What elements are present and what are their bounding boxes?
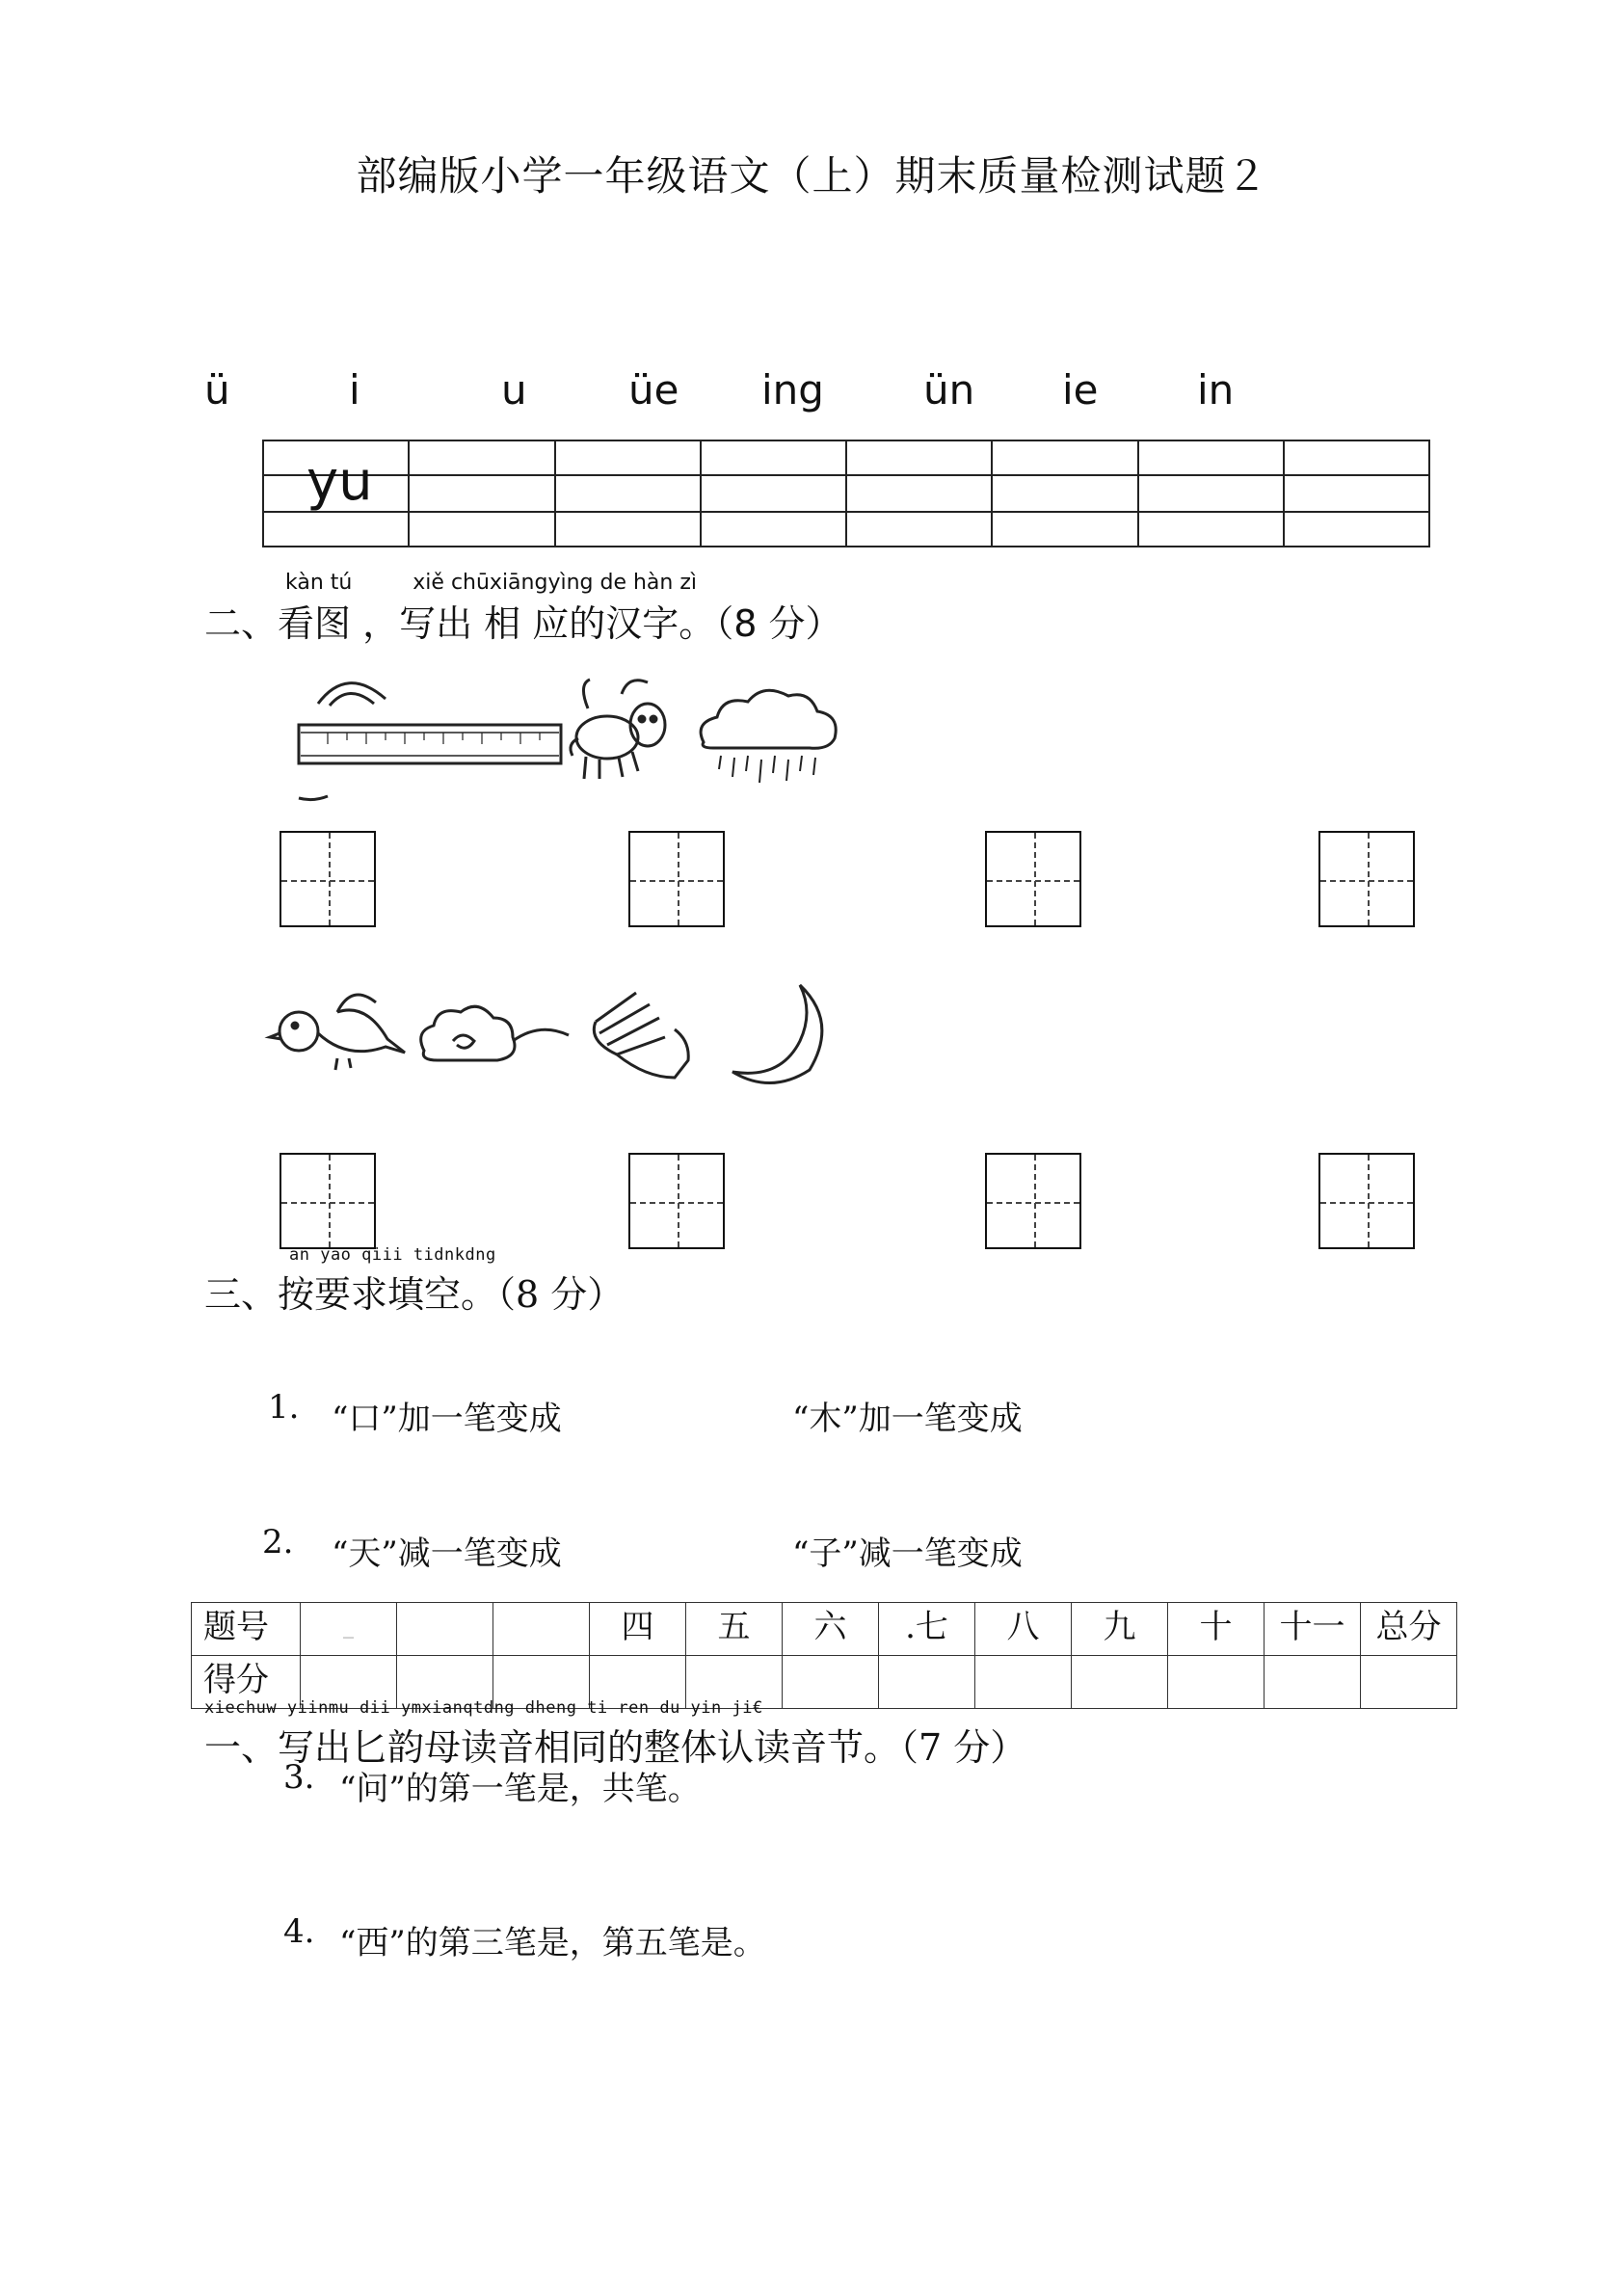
score-header-cell: .七 [879,1603,975,1656]
item-2-text: “天”减一笔变成 [332,1534,562,1573]
score-header-cell: 五 [686,1603,783,1656]
score-header-cell: 十一 [1265,1603,1361,1656]
item-3-text: “问”的第一笔是，共笔。 [339,1770,701,1808]
tianzige-box[interactable] [628,831,725,927]
picture-row-1 [289,655,867,810]
item-1-number: 1. [268,1388,300,1427]
score-header-cell: 九 [1072,1603,1168,1656]
vowel-4: üe [628,366,679,414]
score-header-cell: 十 [1168,1603,1265,1656]
hand-picture [594,993,688,1078]
tianzige-box[interactable] [985,1153,1081,1249]
tianzige-box[interactable] [628,1153,725,1249]
moon-picture [732,985,822,1083]
score-cell[interactable] [1361,1656,1457,1709]
score-cell[interactable] [1168,1656,1265,1709]
section1-heading: 一、写出匕韵母读音相同的整体认读音节。（7 分） [204,1726,1027,1769]
score-cell[interactable] [1072,1656,1168,1709]
item-2-number: 2. [262,1523,294,1561]
score-cell[interactable] [783,1656,879,1709]
pinyin-writing-grid [262,440,1430,547]
vowel-3: u [501,366,527,414]
item-4-text: “西”的第三笔是，第五笔是。 [339,1924,766,1962]
item-2b-text: “子”减一笔变成 [792,1534,1023,1573]
score-cell[interactable] [975,1656,1072,1709]
score-header-cell: 六 [783,1603,879,1656]
item-4-number: 4. [283,1912,315,1951]
item-1b-text: “木”加一笔变成 [792,1400,1023,1438]
tianzige-box[interactable] [985,831,1081,927]
section3-pinyin: an yao qiii tidnkdng [289,1245,496,1265]
score-header-cell: 总分 [1361,1603,1457,1656]
vowel-6: ün [923,366,975,414]
vowel-2: i [349,366,360,414]
score-cell[interactable] [879,1656,975,1709]
score-header-cell: 四 [590,1603,686,1656]
rain-cloud-picture [701,690,836,783]
cloud-picture [421,1006,569,1060]
vowel-1: ü [204,366,230,414]
bird-picture [270,995,405,1070]
section1-pinyin: xiechuw yiinmu dii ymxianqtdng dheng ti ren du yin ji€ [204,1698,763,1718]
page-title: 部编版小学一年级语文（上）期末质量检测试题２ [356,152,1268,200]
vowel-7: ie [1062,366,1099,414]
score-table [191,1602,1457,1709]
tianzige-box[interactable] [280,1153,376,1249]
item-1-text: “口”加一笔变成 [332,1400,562,1438]
tianzige-box[interactable] [1318,831,1415,927]
ruler-picture [299,725,561,763]
picture-row-2 [260,964,839,1099]
score-header-cell: _ [301,1603,397,1656]
vowel-8: in [1197,366,1235,414]
tianzige-box[interactable] [1318,1153,1415,1249]
score-cell[interactable] [1265,1656,1361,1709]
score-header-row [192,1603,1457,1656]
tianzige-box[interactable] [280,831,376,927]
score-row-label: 得分 [192,1656,301,1709]
score-header-cell: 题号 [192,1603,301,1656]
item-3-number: 3. [283,1758,315,1797]
ox-picture [571,680,665,779]
section2-heading: 二、看图 ，写出 相 应的汉字。（8 分） [204,602,842,645]
section3-heading: 三、按要求填空。（8 分） [204,1273,625,1316]
score-header-cell: 八 [975,1603,1072,1656]
score-header-cell [397,1603,493,1656]
section2-pinyin: kàn tú xiě chūxiāngyìng de hàn zì [285,571,697,595]
score-header-cell [493,1603,590,1656]
vowel-example: yu [306,450,373,513]
vowel-5: ing [761,366,824,414]
